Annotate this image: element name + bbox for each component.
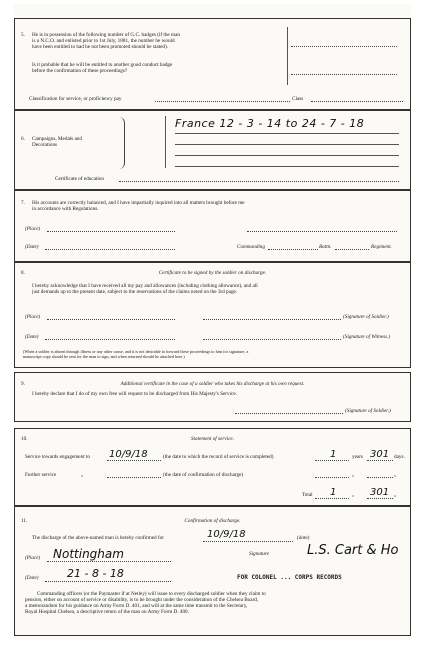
section-8-number: 8.	[21, 270, 25, 276]
s11-confirm-date-line	[203, 541, 293, 542]
section-7-number: 7.	[21, 200, 25, 206]
s5-question-2-line-2: before the confirmation of these proceedings?	[32, 68, 128, 74]
s11-signature-label: Signature	[249, 551, 269, 557]
s11-records-stamp: FOR COLONEL ... CORPS RECORDS	[237, 574, 342, 581]
s6-brace	[119, 117, 125, 169]
s11-confirmation-text: The discharge of the above-named man is hereby confirmed for	[32, 535, 164, 541]
s9-title: Additional certificate in the case of a soldier who takes his discharge at his own request.	[120, 381, 305, 387]
s6-campaign-line-3	[175, 155, 399, 156]
s10-row1-description: (the date to which the record of service is completed)	[163, 454, 274, 460]
s11-paragraph-line-2: pension, either on account of service or disability, is to be brought under the consideration of the Chelsea Board,	[25, 597, 259, 603]
section-6-number: 6.	[21, 136, 25, 142]
s8-witness-signature-label: (Signature of Witness.)	[343, 334, 391, 340]
section-10-number: 10.	[21, 436, 28, 442]
s10-row1-date-line	[107, 460, 161, 461]
s11-place-line	[47, 561, 171, 562]
s7-place-line	[47, 231, 175, 232]
s5-badge-answer-box	[287, 27, 400, 85]
s9-signature-line	[235, 413, 343, 414]
s5-question-1-line-1: He is in possession of the following number of G.C. badges (if the man	[32, 32, 180, 38]
s10-title: Statement of service.	[190, 436, 235, 442]
section-11	[14, 506, 411, 636]
s10-total-years-line	[315, 498, 349, 499]
section-7	[14, 190, 411, 262]
s11-confirm-date-handwritten: 10/9/18	[207, 529, 246, 540]
s10-row2-days-line	[367, 477, 393, 478]
s5-class-line	[311, 101, 403, 102]
section-8	[14, 262, 411, 368]
s8-text-line-2: just demands up to the present date, subject to the reservations of the claims noted on the 3rd page.	[32, 289, 238, 295]
s10-total-quote-1: „	[352, 492, 355, 498]
s7-date-line	[45, 249, 175, 250]
s10-row1-years-label: years	[352, 454, 363, 460]
s10-total-days-handwritten: 301	[370, 487, 390, 498]
section-5-number: 5.	[21, 32, 25, 38]
s7-place-label: (Place)	[25, 226, 41, 232]
s10-row1-date-handwritten: 10/9/18	[109, 449, 148, 460]
s10-row2-description: (the date of confirmation of discharge)	[163, 472, 244, 478]
s10-total-years-handwritten: 1	[330, 487, 337, 498]
s11-date-handwritten: 21 - 8 - 18	[67, 567, 124, 580]
s5-classification-label: Classification for service, or proficiency pay	[29, 96, 122, 102]
section-9	[14, 372, 411, 422]
s8-witness-signature-line	[203, 339, 341, 340]
s6-campaign-handwritten: France 12 - 3 - 14 to 24 - 7 - 18	[175, 117, 365, 130]
s10-row2-quote-3: „	[394, 472, 397, 478]
s7-signature-line	[247, 231, 397, 232]
s8-soldier-signature-label: (Signature of Soldier.)	[343, 314, 389, 320]
s11-place-handwritten: Nottingham	[53, 547, 124, 561]
s11-date-label: (Date)	[25, 575, 39, 581]
section-9-number: 9.	[21, 381, 25, 387]
s10-row2-years-line	[315, 477, 349, 478]
s6-campaign-line-2	[175, 144, 399, 145]
s8-place-label: (Place)	[25, 314, 41, 320]
section-6	[14, 110, 411, 190]
s10-total-days-line	[367, 498, 393, 499]
s11-title: Confirmation of discharge.	[184, 518, 241, 524]
s8-date-line	[45, 339, 175, 340]
s8-text-line-1: I hereby acknowledge that I have received all my pay and allowances (including clothing allowance), and all	[32, 283, 258, 289]
s7-battn-label: Battn.	[319, 244, 332, 250]
s10-row2-date-line	[107, 477, 161, 478]
s11-paragraph-line-3: a memorandum for his guidance on Army Form D. 401, and will at the same time transmit to the Secretary,	[25, 603, 248, 609]
section-10	[14, 428, 411, 506]
s5-classification-line	[155, 101, 290, 102]
s6-label-line-2: Decorations	[32, 142, 58, 148]
s8-title: Certificate to be signed by the soldier on discharge.	[158, 270, 267, 276]
s5-question-1-line-3: have been entitled to had he not been promoted should be stated).	[32, 44, 168, 50]
s7-date-label: (Date)	[25, 244, 39, 250]
s10-row2-quote-1: „	[81, 472, 84, 478]
s7-regiment-line	[335, 249, 369, 250]
s7-text-line-1: His accounts are correctly balanced, and I have impartially inquired into all matters brought before me	[32, 200, 245, 206]
s11-paragraph-line-1: Commanding officers (or the Paymaster if at Netley) will issue to every discharged soldier when they claim to	[37, 591, 266, 597]
s8-note-line-1: (When a soldier is absent through illness or any other cause, and it is not desirable to forward these proceedings to him for signature, a	[23, 349, 249, 354]
s7-commanding-label: Commanding	[237, 244, 265, 250]
section-11-number: 11.	[21, 518, 28, 524]
section-5	[14, 18, 411, 110]
s8-date-label: (Date)	[25, 334, 39, 340]
s6-campaign-line-1	[175, 133, 399, 134]
s11-signature-handwritten: L.S. Cart & Ho	[307, 543, 399, 558]
s7-battn-line	[268, 249, 318, 250]
s5-question-2-line-1: Is it probable that he will be entitled to another good conduct badge	[32, 62, 173, 68]
s6-certificate-education-label: Certificate of education	[55, 176, 104, 182]
s7-regiment-label: Regiment.	[371, 244, 392, 250]
s10-row2-quote-2: „	[352, 472, 355, 478]
s11-place-label: (Place)	[25, 555, 41, 561]
s9-signature-label: (Signature of Soldier.)	[345, 408, 391, 414]
s5-class-label: Class	[292, 96, 304, 102]
s10-row1-days-line	[367, 460, 393, 461]
s6-label-line-1: Campaigns, Medals and	[32, 136, 82, 142]
s8-place-line	[47, 319, 175, 320]
s8-soldier-signature-line	[203, 319, 341, 320]
s10-total-label: Total	[302, 492, 313, 498]
s10-row1-days-handwritten: 301	[370, 449, 390, 460]
s6-certificate-education-line	[119, 181, 399, 182]
s10-row2-label: Further service	[25, 472, 57, 478]
s10-row1-years-line	[315, 460, 349, 461]
s10-total-quote-2: „	[394, 492, 397, 498]
s5-badge-answer-line-1	[291, 46, 397, 47]
s7-text-line-2: in accordance with Regulations.	[32, 206, 99, 212]
s11-date-line	[45, 581, 171, 582]
s8-note-line-2: manuscript copy should be sent for the man to sign, and when returned should be attached here.)	[23, 354, 185, 359]
s10-row1-label: Service towards engagement to	[25, 454, 90, 460]
s6-campaign-line-4	[175, 166, 399, 167]
s9-declaration: I hereby declare that I do of my own free will request to be discharged from His Majesty's Service.	[32, 391, 237, 397]
s10-row1-days-label: days.	[394, 454, 405, 460]
s5-question-1-line-2: is a N.C.O. and enlisted prior to 1st July, 1881, the number he would	[32, 38, 175, 44]
s11-paragraph-line-4: Royal Hospital Chelsea, a descriptive return of the man on Army Form D. 400.	[25, 609, 189, 615]
s11-confirm-date-label: (date)	[297, 535, 310, 541]
discharge-form-page	[14, 4, 411, 640]
s10-row1-years-handwritten: 1	[330, 449, 337, 460]
s5-badge-answer-line-2	[291, 74, 397, 75]
